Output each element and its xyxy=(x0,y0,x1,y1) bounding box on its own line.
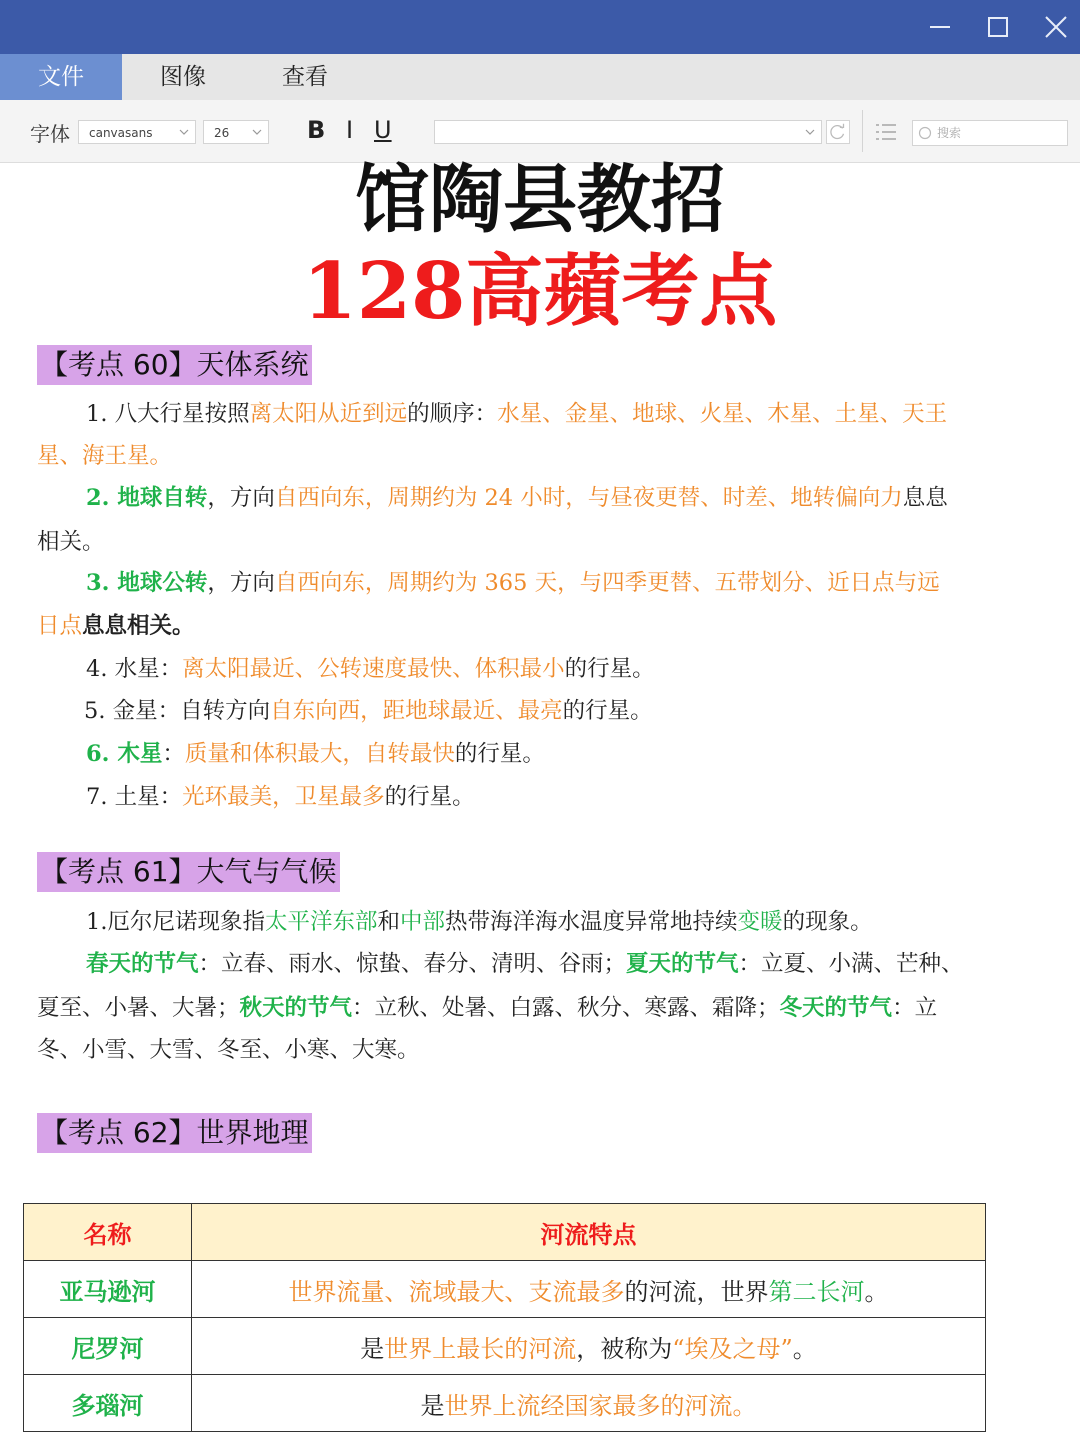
s60-paragraph-1-cont: 星、海王星。 xyxy=(37,443,173,469)
rivers-table xyxy=(23,1203,986,1432)
s60-paragraph-6: 6. 木星：质量和体积最大，自转最快的行星。 xyxy=(86,741,545,767)
s60-paragraph-3: 3. 地球公转，方向自西向东，周期约为 365 天，与四季更替、五带划分、近日点与远 xyxy=(86,570,940,596)
table-row xyxy=(24,1261,986,1318)
river-name-cell: 亚马逊河 xyxy=(24,1261,192,1318)
chevron-down-icon xyxy=(250,121,264,143)
s60-paragraph-2-cont: 相关。 xyxy=(37,529,105,555)
font-size-select[interactable] xyxy=(203,120,269,144)
s61-paragraph-4: 冬、小雪、大雪、冬至、小寒、大寒。 xyxy=(37,1037,420,1063)
section-61-heading: 【考点 61】大气与气候 xyxy=(37,852,340,892)
toolbar-divider xyxy=(862,110,863,152)
title-bar xyxy=(0,0,1080,54)
river-feature-cell: 是世界上流经国家最多的河流。 xyxy=(192,1375,986,1432)
chevron-down-icon xyxy=(803,121,817,143)
minimize-icon[interactable] xyxy=(923,10,957,44)
refresh-button[interactable] xyxy=(826,120,850,144)
table-header-cell: 名称 xyxy=(24,1204,192,1261)
section-60-heading: 【考点 60】天体系统 xyxy=(37,345,312,385)
font-label: 字体 xyxy=(30,122,70,146)
s60-paragraph-7: 7. 土星：光环最美，卫星最多的行星。 xyxy=(86,784,475,810)
s61-paragraph-1: 1.厄尔尼诺现象指太平洋东部和中部热带海洋海水温度异常地持续变暖的现象。 xyxy=(86,909,873,935)
font-size-value: 26 xyxy=(214,126,230,140)
font-family-select[interactable] xyxy=(78,120,196,144)
maximize-icon[interactable] xyxy=(981,10,1015,44)
document-subtitle: 128高蘋考点 xyxy=(302,246,778,337)
font-family-value: canvasans xyxy=(89,126,153,140)
table-row xyxy=(24,1318,986,1375)
river-feature-cell: 是世界上最长的河流，被称为“埃及之母”。 xyxy=(192,1318,986,1375)
bold-button[interactable]: B xyxy=(307,116,326,144)
search-icon xyxy=(918,126,932,140)
table-header-row xyxy=(24,1204,986,1261)
s61-paragraph-3: 夏至、小暑、大暑；秋天的节气：立秋、处暑、白露、秋分、寒露、霜降；冬天的节气：立 xyxy=(37,995,938,1021)
menu-image[interactable]: 图像 xyxy=(160,64,206,90)
style-select[interactable] xyxy=(434,120,822,144)
menu-bar xyxy=(0,54,1080,100)
close-icon[interactable] xyxy=(1039,10,1073,44)
table-row xyxy=(24,1375,986,1432)
menu-view[interactable]: 查看 xyxy=(282,64,328,90)
s60-paragraph-2: 2. 地球自转，方向自西向东，周期约为 24 小时，与昼夜更替、时差、地转偏向力息息 xyxy=(86,485,948,511)
italic-button[interactable]: I xyxy=(346,116,354,144)
chevron-down-icon xyxy=(177,121,191,143)
river-feature-cell: 世界流量、流域最大、支流最多的河流，世界第二长河。 xyxy=(192,1261,986,1318)
document-title: 馆陶县教招 xyxy=(355,157,725,243)
list-icon[interactable] xyxy=(874,120,898,144)
river-name-cell: 尼罗河 xyxy=(24,1318,192,1375)
menu-file[interactable]: 文件 xyxy=(0,54,122,100)
table-header-cell: 河流特点 xyxy=(192,1204,986,1261)
s60-paragraph-3-cont: 日点息息相关。 xyxy=(37,613,195,639)
river-name-cell: 多瑙河 xyxy=(24,1375,192,1432)
underline-button[interactable]: U xyxy=(374,116,392,144)
search-input[interactable] xyxy=(912,120,1068,146)
search-placeholder: 搜索 xyxy=(937,126,962,140)
toolbar xyxy=(0,100,1080,163)
s60-paragraph-5: 5. 金星：自转方向自东向西，距地球最近、最亮的行星。 xyxy=(84,698,653,724)
s61-paragraph-2: 春天的节气：立春、雨水、惊蛰、春分、清明、谷雨；夏天的节气：立夏、小满、芒种、 xyxy=(86,951,964,977)
s60-paragraph-1: 1. 八大行星按照离太阳从近到远的顺序：水星、金星、地球、火星、木星、土星、天王 xyxy=(86,401,948,427)
s60-paragraph-4: 4. 水星：离太阳最近、公转速度最快、体积最小的行星。 xyxy=(86,656,655,682)
refresh-icon xyxy=(827,121,849,143)
section-62-heading: 【考点 62】世界地理 xyxy=(37,1113,312,1153)
